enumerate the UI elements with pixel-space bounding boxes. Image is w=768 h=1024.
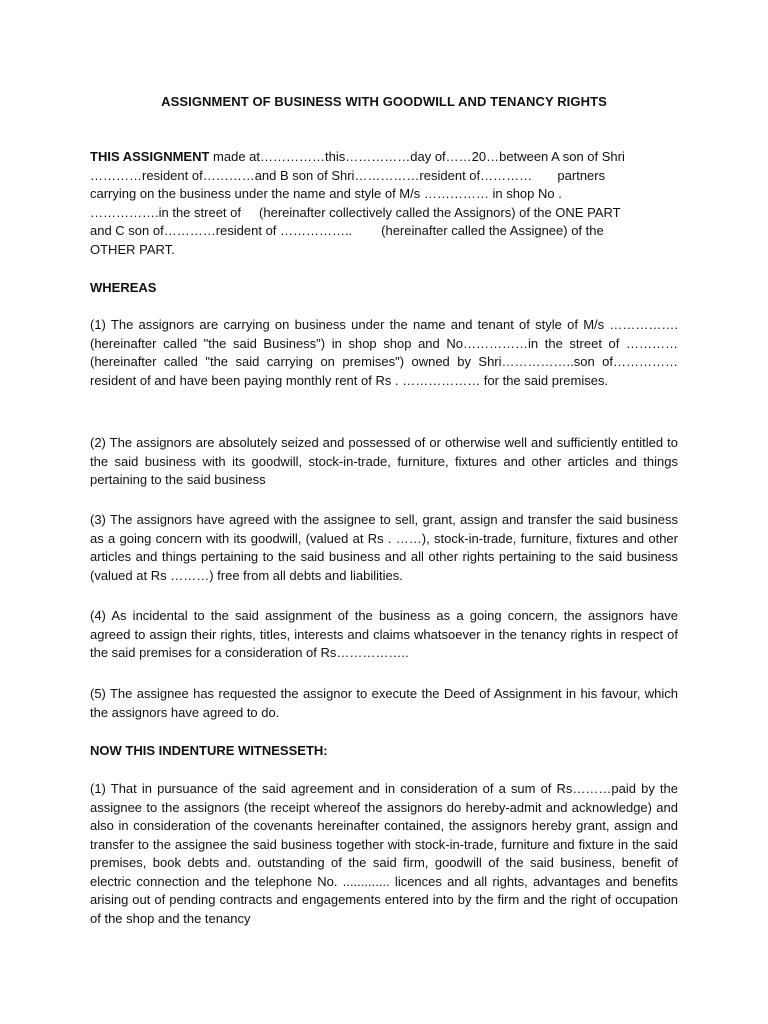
document-title: ASSIGNMENT OF BUSINESS WITH GOODWILL AND TENANCY RIGHTS [161, 94, 607, 109]
whereas-clause-3: (3) The assignors have agreed with the assignee to sell, grant, assign and transfer the said business as a going concern with its goodwill, (valued at Rs . ……), stock-in-trade, furniture, fixtures and other articles and things pertaining to the said business and all other rights pertaining to the said business (valued at Rs ………) free from all debts and liabilities. [90, 512, 678, 583]
intro-line: carrying on the business under the name and style of M/s …………… in shop No . [90, 186, 562, 201]
whereas-clause-4: (4) As incidental to the said assignment of the business as a going concern, the assignors have agreed to assign their rights, titles, interests and claims whatsoever in the tenancy rights in respect of the said premises for a consideration of Rs…………….. [90, 608, 678, 660]
witnesseth-clause-1: (1) That in pursuance of the said agreement and in consideration of a sum of Rs………paid by the assignee to the assignors (the receipt whereof the assignors do hereby-admit and acknowledge) and also in consideration of the covenants hereinafter contained, the assignors hereby grant, assign and transfer to the assignee the said business together with stock-in-trade, furniture and fixture in the said premises, book debts and. outstanding of the said firm, goodwill of the said business, benefit of electric connection and the telephone No. ............. licences and all rights, advantages and benefits arising out of pending contracts and engagements entered into by the firm and the right of occupation of the shop and the tenancy [90, 781, 678, 926]
intro-line: and C son of…………resident of …………….. (hereinafter called the Assignee) of the [90, 223, 604, 238]
intro-line: …………resident of…………and B son of Shri……………resident of………… partners [90, 167, 606, 183]
witnesseth-heading: NOW THIS INDENTURE WITNESSETH: [90, 743, 328, 758]
intro-line-text: made at……………this……………day of……20…between A son of Shri [213, 149, 625, 164]
whereas-clause-2: (2) The assignors are absolutely seized and possessed of or otherwise well and sufficiently entitled to the said business with its goodwill, stock-in-trade, furniture, fixtures and other articles and things pertaining to the said business [90, 435, 678, 487]
intro-line: …………….in the street of (hereinafter collectively called the Assignors) of the ONE PART [90, 204, 621, 220]
whereas-heading: WHEREAS [90, 280, 157, 295]
whereas-clause-5: (5) The assignee has requested the assignor to execute the Deed of Assignment in his favour, which the assignors have agreed to do. [90, 686, 678, 720]
intro-line: OTHER PART. [90, 241, 175, 257]
intro-paragraph [90, 148, 678, 259]
whereas-clause-1: (1) The assignors are carrying on business under the name and tenant of style of M/s …………….(hereinafter called "the said Business") in shop shop and No……………in the street of …………(hereinafter called "the said carrying on premises") owned by Shri……………..son of……………resident of and have been paying monthly rent of Rs . ……………… for the said premises. [90, 317, 678, 388]
intro-lead: THIS ASSIGNMENT [90, 149, 210, 164]
intro-line [90, 148, 678, 167]
